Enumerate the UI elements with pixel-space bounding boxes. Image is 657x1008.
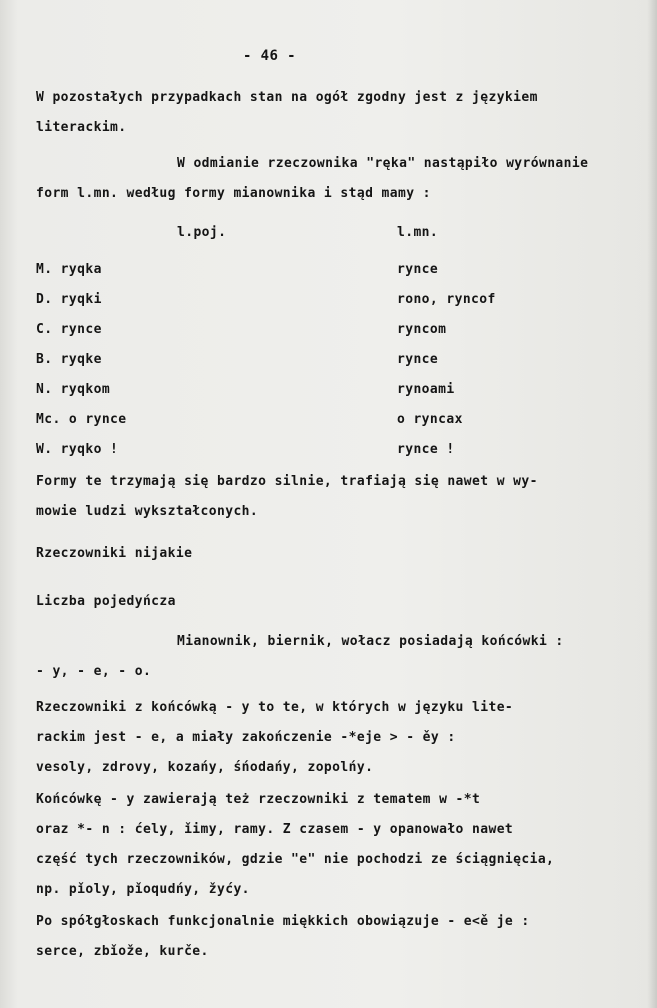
table-row-nominative-singular: M. ryqka: [36, 262, 102, 277]
heading-singular-number: Liczba pojedyńcza: [36, 594, 176, 609]
endings-line-2: - y, - e, - o.: [36, 664, 152, 679]
body-line-3: vesoly, zdrovy, kozańy, śńodańy, zopolńy.: [36, 760, 374, 775]
table-row-genitive-singular: D. ryqki: [36, 292, 102, 307]
after-table-line-1: Formy te trzymają się bardzo silnie, trafiają się nawet w wy-: [36, 474, 538, 489]
paragraph-2-line-1: W odmianie rzeczownika "ręka" nastąpiło wyrównanie: [177, 156, 589, 171]
table-row-instrumental-plural: rynoami: [397, 382, 455, 397]
table-row-dative-plural: ryncom: [397, 322, 447, 337]
table-row-nominative-plural: rynce: [397, 262, 439, 277]
table-row-dative-singular: C. rynce: [36, 322, 102, 337]
heading-neuter-nouns: Rzeczowniki nijakie: [36, 546, 193, 561]
table-row-genitive-plural: rono, ryncof: [397, 292, 496, 307]
endings-line-1: Mianownik, biernik, wołacz posiadają końcówki :: [177, 634, 564, 649]
table-row-locative-plural: o ryncax: [397, 412, 463, 427]
paragraph-2-line-2: form l.mn. według formy mianownika i stąd mamy :: [36, 186, 431, 201]
body-line-7: np. pǐoly, pǐoqudńy, žyćy.: [36, 882, 250, 897]
table-row-accusative-plural: rynce: [397, 352, 439, 367]
paragraph-1-line-2: literackim.: [36, 120, 127, 135]
body-line-4: Końcówkę - y zawierają też rzeczowniki z tematem w -*t: [36, 792, 481, 807]
body-line-9: serce, zbǐože, kurče.: [36, 944, 209, 959]
table-row-locative-singular: Mc. o rynce: [36, 412, 127, 427]
body-line-5: oraz *- n : ćely, ǐimy, ramy. Z czasem - y opanowało nawet: [36, 822, 514, 837]
table-row-accusative-singular: B. ryqke: [36, 352, 102, 367]
page-number: - 46 -: [243, 48, 296, 64]
body-line-1: Rzeczowniki z końcówką - y to te, w których w języku lite-: [36, 700, 514, 715]
body-line-6: część tych rzeczowników, gdzie "e" nie pochodzi ze ściągnięcia,: [36, 852, 555, 867]
table-header-plural: l.mn.: [397, 225, 439, 240]
paragraph-1-line-1: W pozostałych przypadkach stan na ogół zgodny jest z językiem: [36, 90, 538, 105]
after-table-line-2: mowie ludzi wykształconych.: [36, 504, 259, 519]
table-header-singular: l.poj.: [177, 225, 227, 240]
body-line-2: rackim jest - e, a miały zakończenie -*eje > - ěy :: [36, 730, 456, 745]
page-edge-shadow: [647, 0, 657, 1008]
table-row-vocative-plural: rynce !: [397, 442, 455, 457]
body-line-8: Po spółgłoskach funkcjonalnie miękkich obowiązuje - e<ě je :: [36, 914, 530, 929]
table-row-vocative-singular: W. ryqko !: [36, 442, 119, 457]
table-row-instrumental-singular: N. ryqkom: [36, 382, 111, 397]
